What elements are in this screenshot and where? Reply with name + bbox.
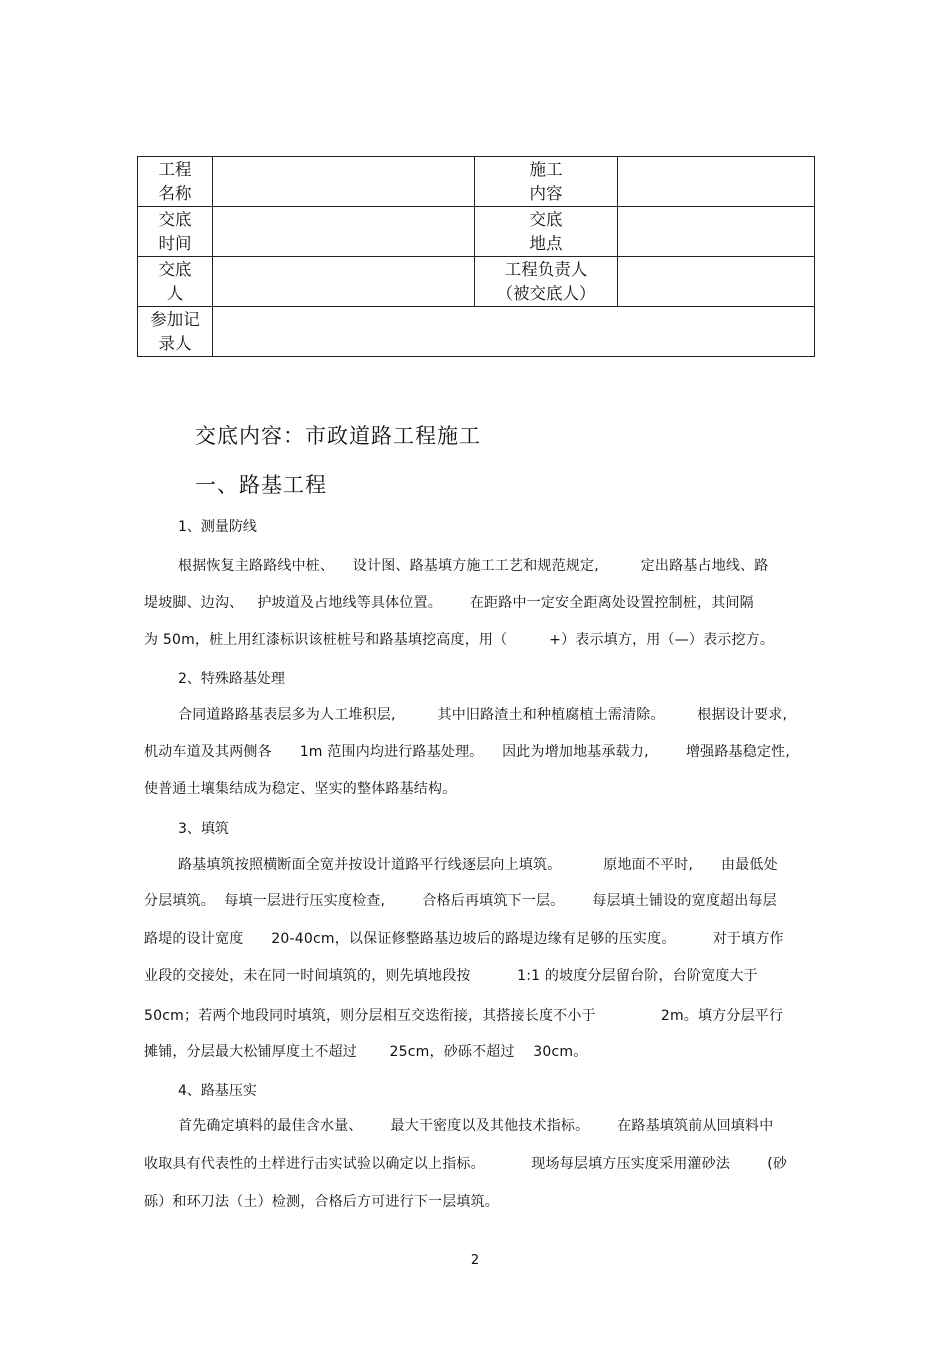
label-briefing-location: 交底 地点 xyxy=(475,207,618,257)
value-recorders xyxy=(213,307,815,357)
value-project-name xyxy=(213,157,475,207)
value-briefing-time xyxy=(213,207,475,257)
table-row xyxy=(138,157,815,207)
paragraph-line: 业段的交接处，未在同一时间填筑的，则先填地段按 1:1 的坡度分层留台阶，台阶宽度大于 xyxy=(144,968,758,984)
label-construction-content: 施工 内容 xyxy=(475,157,618,207)
paragraph-line: 为 50m，桩上用红漆标识该桩桩号和路基填挖高度，用（ +）表示填方，用（—）表示挖方。 xyxy=(144,632,775,648)
paragraph-line: 堤坡脚、边沟、 护坡道及占地线等具体位置。 在距路中一定安全距离处设置控制桩，其间隔 xyxy=(144,595,754,611)
table-row xyxy=(138,257,815,307)
table-row xyxy=(138,207,815,257)
paragraph-line: 机动车道及其两侧各 1m 范围内均进行路基处理。 因此为增加地基承载力, 增强路基稳定性, xyxy=(144,744,790,760)
paragraph-line: 摊铺，分层最大松铺厚度土不超过 25cm，砂砾不超过 30cm。 xyxy=(144,1044,588,1060)
label-recorders: 参加记 录人 xyxy=(138,307,213,357)
briefing-content-heading: 交底内容：市政道路工程施工 xyxy=(195,424,481,448)
label-briefing-person: 交底 人 xyxy=(138,257,213,307)
paragraph-line: 50cm；若两个地段同时填筑，则分层相互交迭衔接，其搭接长度不小于 2m。填方分层平行 xyxy=(144,1008,784,1024)
subsection-title-special-treatment: 2、特殊路基处理 xyxy=(178,671,285,687)
section-heading-subgrade: 一、路基工程 xyxy=(195,473,327,497)
value-briefing-location xyxy=(618,207,815,257)
info-table xyxy=(137,156,815,357)
table-row xyxy=(138,307,815,357)
label-project-name: 工程 名称 xyxy=(138,157,213,207)
paragraph-line: 分层填筑。 每填一层进行压实度检查, 合格后再填筑下一层。 每层填土铺设的宽度超出每层 xyxy=(144,893,777,909)
paragraph-line: 砾）和环刀法（土）检测，合格后方可进行下一层填筑。 xyxy=(144,1194,499,1210)
value-briefing-person xyxy=(213,257,475,307)
paragraph-line: 合同道路路基表层多为人工堆积层, 其中旧路渣土和种植腐植土需清除。 根据设计要求, xyxy=(178,707,788,723)
value-construction-content xyxy=(618,157,815,207)
subsection-title-survey: 1、测量防线 xyxy=(178,519,257,535)
paragraph-line: 路堤的设计宽度 20-40cm，以保证修整路基边坡后的路堤边缘有足够的压实度。 对于填方作 xyxy=(144,931,784,947)
page-number: 2 xyxy=(470,1253,480,1268)
label-project-leader: 工程负责人 （被交底人） xyxy=(475,257,618,307)
paragraph-line: 收取具有代表性的土样进行击实试验以确定以上指标。 现场每层填方压实度采用灌砂法 (砂 xyxy=(144,1156,788,1172)
paragraph-line: 使普通土壤集结成为稳定、坚实的整体路基结构。 xyxy=(144,781,457,797)
label-briefing-time: 交底 时间 xyxy=(138,207,213,257)
subsection-title-filling: 3、填筑 xyxy=(178,821,229,837)
subsection-title-compaction: 4、路基压实 xyxy=(178,1083,257,1099)
paragraph-line: 根据恢复主路路线中桩、 设计图、路基填方施工工艺和规范规定, 定出路基占地线、路 xyxy=(178,558,769,574)
value-project-leader xyxy=(618,257,815,307)
paragraph-line: 路基填筑按照横断面全宽并按设计道路平行线逐层向上填筑。 原地面不平时, 由最低处 xyxy=(178,857,778,873)
paragraph-line: 首先确定填料的最佳含水量、 最大干密度以及其他技术指标。 在路基填筑前从回填料中 xyxy=(178,1118,774,1134)
